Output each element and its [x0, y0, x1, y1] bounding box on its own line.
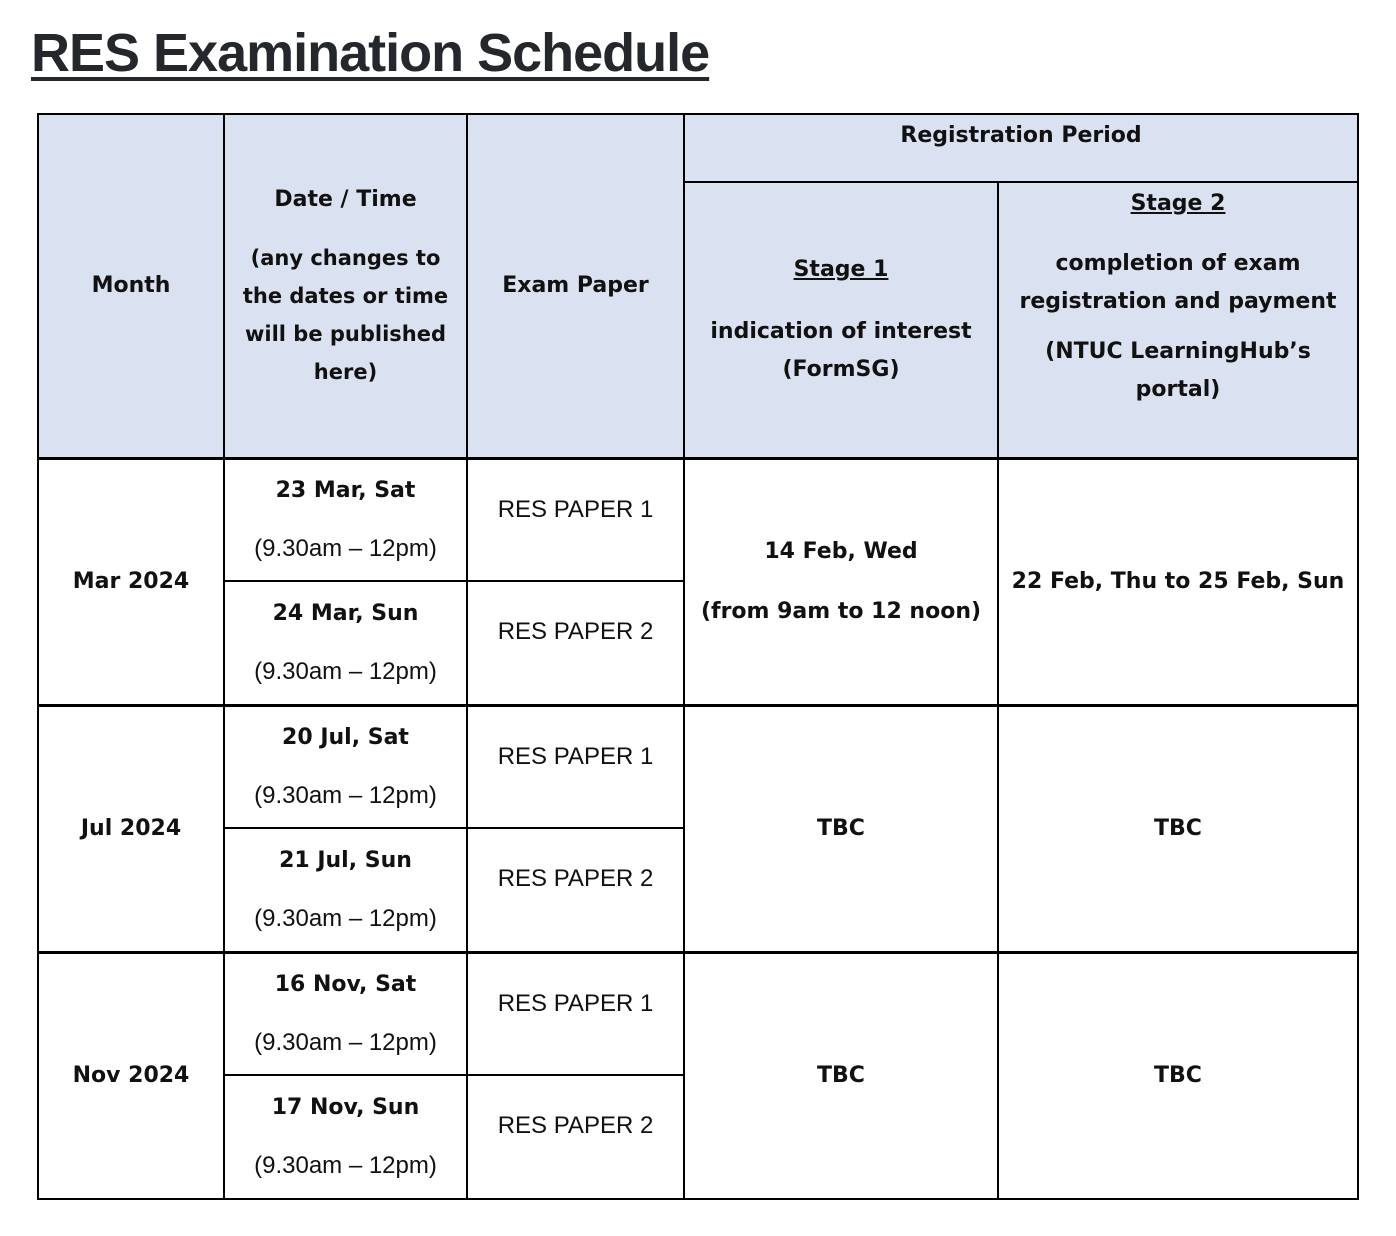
session-time: (9.30am – 12pm) — [254, 657, 437, 685]
session-date: 17 Nov, Sun — [271, 1095, 420, 1120]
session-date: 16 Nov, Sat — [274, 971, 417, 997]
date-time-cell — [224, 705, 467, 828]
stage1-cell — [684, 952, 998, 1199]
exam-paper-cell: RES PAPER 2 — [467, 1075, 684, 1199]
stage2-cell: TBC — [998, 952, 1358, 1199]
page-title: RES Examination Schedule — [31, 23, 710, 83]
exam-paper-cell: RES PAPER 2 — [467, 828, 684, 952]
session-date: 23 Mar, Sat — [275, 477, 416, 503]
stage1-channel: (FormSG) — [782, 356, 900, 382]
exam-paper-cell: RES PAPER 2 — [467, 581, 684, 705]
date-time-cell — [224, 952, 467, 1075]
header-date-time-label: Date / Time — [274, 186, 417, 212]
session-time: (9.30am – 12pm) — [254, 781, 437, 809]
stage1-cell — [684, 458, 998, 705]
stage1-date: TBC — [817, 815, 865, 841]
session-date: 21 Jul, Sun — [279, 847, 412, 873]
exam-paper-cell: RES PAPER 1 — [467, 458, 684, 581]
exam-paper-cell: RES PAPER 1 — [467, 952, 684, 1075]
header-month: Month — [38, 114, 224, 458]
month-cell: Mar 2024 — [38, 458, 224, 705]
date-time-cell — [224, 458, 467, 581]
session-date: 20 Jul, Sat — [282, 724, 409, 750]
date-time-cell — [224, 1075, 467, 1199]
session-time: (9.30am – 12pm) — [254, 534, 437, 562]
stage2-cell: TBC — [998, 705, 1358, 952]
table-row — [38, 705, 1358, 828]
stage2-desc: completion of exam registration and payment — [1019, 251, 1337, 314]
table-row — [38, 952, 1358, 1075]
date-time-cell — [224, 828, 467, 952]
stage1-title: Stage 1 — [793, 256, 889, 282]
header-stage1 — [684, 182, 998, 458]
header-registration-period: Registration Period — [684, 114, 1358, 182]
stage1-date: 14 Feb, Wed — [764, 538, 918, 564]
stage1-cell — [684, 705, 998, 952]
schedule-table — [37, 113, 1359, 1200]
session-time: (9.30am – 12pm) — [254, 904, 437, 932]
month-cell: Jul 2024 — [38, 705, 224, 952]
stage1-date: TBC — [817, 1062, 865, 1088]
date-time-cell — [224, 581, 467, 705]
stage1-desc: indication of interest — [710, 318, 972, 344]
stage2-channel: (NTUC LearningHub’s portal) — [1045, 339, 1311, 402]
stage2-cell: 22 Feb, Thu to 25 Feb, Sun — [998, 458, 1358, 705]
header-date-time — [224, 114, 467, 458]
stage1-note: (from 9am to 12 noon) — [700, 598, 982, 624]
session-time: (9.30am – 12pm) — [254, 1028, 437, 1056]
exam-paper-cell: RES PAPER 1 — [467, 705, 684, 828]
header-exam-paper: Exam Paper — [467, 114, 684, 458]
stage2-title: Stage 2 — [1130, 191, 1226, 216]
header-stage2 — [998, 182, 1358, 458]
session-time: (9.30am – 12pm) — [254, 1152, 437, 1179]
month-cell: Nov 2024 — [38, 952, 224, 1199]
header-date-time-note: (any changes to the dates or time will be published here) — [242, 245, 449, 384]
session-date: 24 Mar, Sun — [272, 600, 419, 626]
table-row — [38, 458, 1358, 581]
